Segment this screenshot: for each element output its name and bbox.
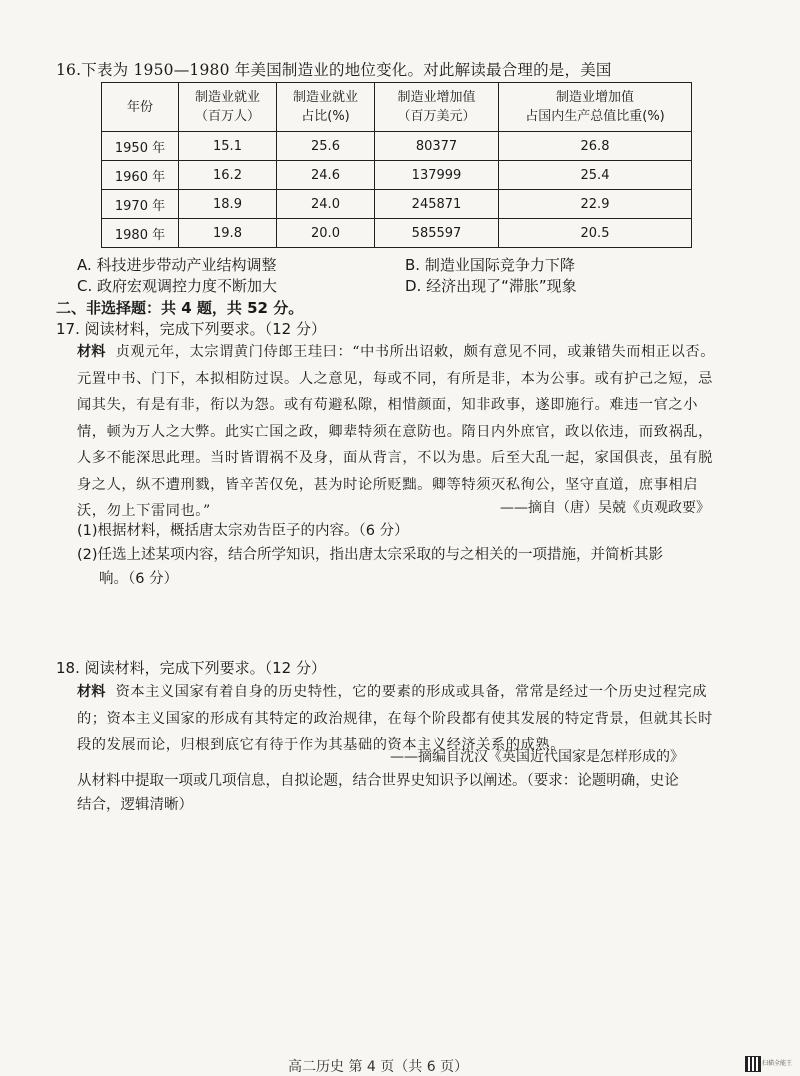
q18-requirement: 从材料中提取一项或几项信息，自拟论题，结合世界史知识予以阐述。（要求：论题明确，史论 bbox=[77, 773, 679, 789]
cell-value-added: 585597 bbox=[375, 219, 499, 248]
header-employment-share: 制造业就业 占比(%) bbox=[277, 83, 375, 132]
section-heading: 二、非选择题：共 4 题，共 52 分。 bbox=[56, 299, 304, 317]
qr-code-icon bbox=[745, 1056, 761, 1072]
q18-requirement-cont: 结合，逻辑清晰） bbox=[77, 797, 193, 813]
cell-value-added: 137999 bbox=[375, 161, 499, 190]
q18-stem: 18. 阅读材料，完成下列要求。（12 分） bbox=[56, 659, 326, 677]
table-row bbox=[102, 161, 692, 190]
q18-material-text: 资本主义国家有着自身的历史特性，它的要素的形成或具备，常常是经过一个历史过程完成的；资本主义国家的形成有其特定的政治规律，在每个阶段都有使其发展的特定背景，但就其长时段的发展而论，归根到底它有待于作为其基础的资本主义经济关系的成熟。 bbox=[77, 684, 713, 753]
q17-material-text: 贞观元年，太宗谓黄门侍郎王珪曰：“中书所出诏敕，颇有意见不同，或兼错失而相正以否。元置中书、门下，本拟相防过误。人之意见，每或不同，有所是非，本为公事。或有护己之短，忌闻其失，有是有非，衔以为怨。或有苟避私隙，相惜颜面，知非政事，遂即施行。难违一官之小情，顿为万人之大弊。此实亡国之政，卿辈特须在意防也。隋日内外庶官，政以依违，而致祸乱，人多不能深思此理。当时皆谓祸不及身，面从背言，不以为患。后至大乱一起，家国俱丧，虽有脱身之人，纵不遭刑戮，皆辛苦仅免，甚为时论所贬黜。卿等特须灭私徇公，坚守直道，庶事相启沃，勿上下雷同也。” bbox=[77, 344, 715, 519]
cell-value-added: 80377 bbox=[375, 132, 499, 161]
cell-employment: 15.1 bbox=[179, 132, 277, 161]
q16-option-a[interactable]: A. 科技进步带动产业结构调整 bbox=[77, 256, 277, 274]
manufacturing-table bbox=[101, 82, 692, 248]
q17-stem: 17. 阅读材料，完成下列要求。（12 分） bbox=[56, 320, 326, 338]
q17-requirement-1: (1)根据材料，概括唐太宗劝告臣子的内容。（6 分） bbox=[77, 523, 409, 539]
cell-year: 1960 年 bbox=[102, 161, 179, 190]
header-value-added: 制造业增加值 （百万美元） bbox=[375, 83, 499, 132]
cell-employment-share: 20.0 bbox=[277, 219, 375, 248]
table-row bbox=[102, 190, 692, 219]
material-label: 材料 bbox=[77, 344, 106, 360]
q17-requirement-2: (2)任选上述某项内容，结合所学知识，指出唐太宗采取的与之相关的一项措施，并简析其影 bbox=[77, 547, 664, 563]
q16-option-d[interactable]: D. 经济出现了“滞胀”现象 bbox=[405, 277, 577, 295]
table-row bbox=[102, 132, 692, 161]
cell-gdp-share: 25.4 bbox=[499, 161, 692, 190]
cell-employment-share: 24.0 bbox=[277, 190, 375, 219]
header-employment: 制造业就业 （百万人） bbox=[179, 83, 277, 132]
cell-gdp-share: 22.9 bbox=[499, 190, 692, 219]
q17-requirement-2-cont: 响。（6 分） bbox=[99, 571, 179, 587]
q18-source: ——摘编自沈汉《英国近代国家是怎样形成的》 bbox=[390, 749, 684, 765]
cell-employment: 18.9 bbox=[179, 190, 277, 219]
header-gdp-share: 制造业增加值 占国内生产总值比重(%) bbox=[499, 83, 692, 132]
table-header-row bbox=[102, 83, 692, 132]
cell-value-added: 245871 bbox=[375, 190, 499, 219]
q16-stem: 16.下表为 1950—1980 年美国制造业的地位变化。对此解读最合理的是，美国 bbox=[56, 61, 612, 79]
cell-employment: 16.2 bbox=[179, 161, 277, 190]
cell-year: 1950 年 bbox=[102, 132, 179, 161]
cell-year: 1970 年 bbox=[102, 190, 179, 219]
material-label: 材料 bbox=[77, 684, 106, 700]
scanner-watermark: 扫描全能王 bbox=[762, 1060, 793, 1067]
q16-option-c[interactable]: C. 政府宏观调控力度不断加大 bbox=[77, 277, 278, 295]
cell-employment: 19.8 bbox=[179, 219, 277, 248]
q17-source: ——摘自（唐）吴兢《贞观政要》 bbox=[500, 500, 710, 516]
page-footer: 高二历史 第 4 页（共 6 页） bbox=[288, 1059, 469, 1075]
cell-gdp-share: 20.5 bbox=[499, 219, 692, 248]
q16-option-b[interactable]: B. 制造业国际竞争力下降 bbox=[405, 256, 575, 274]
cell-year: 1980 年 bbox=[102, 219, 179, 248]
table-row bbox=[102, 219, 692, 248]
cell-employment-share: 24.6 bbox=[277, 161, 375, 190]
header-year: 年份 bbox=[102, 83, 179, 132]
cell-gdp-share: 26.8 bbox=[499, 132, 692, 161]
cell-employment-share: 25.6 bbox=[277, 132, 375, 161]
